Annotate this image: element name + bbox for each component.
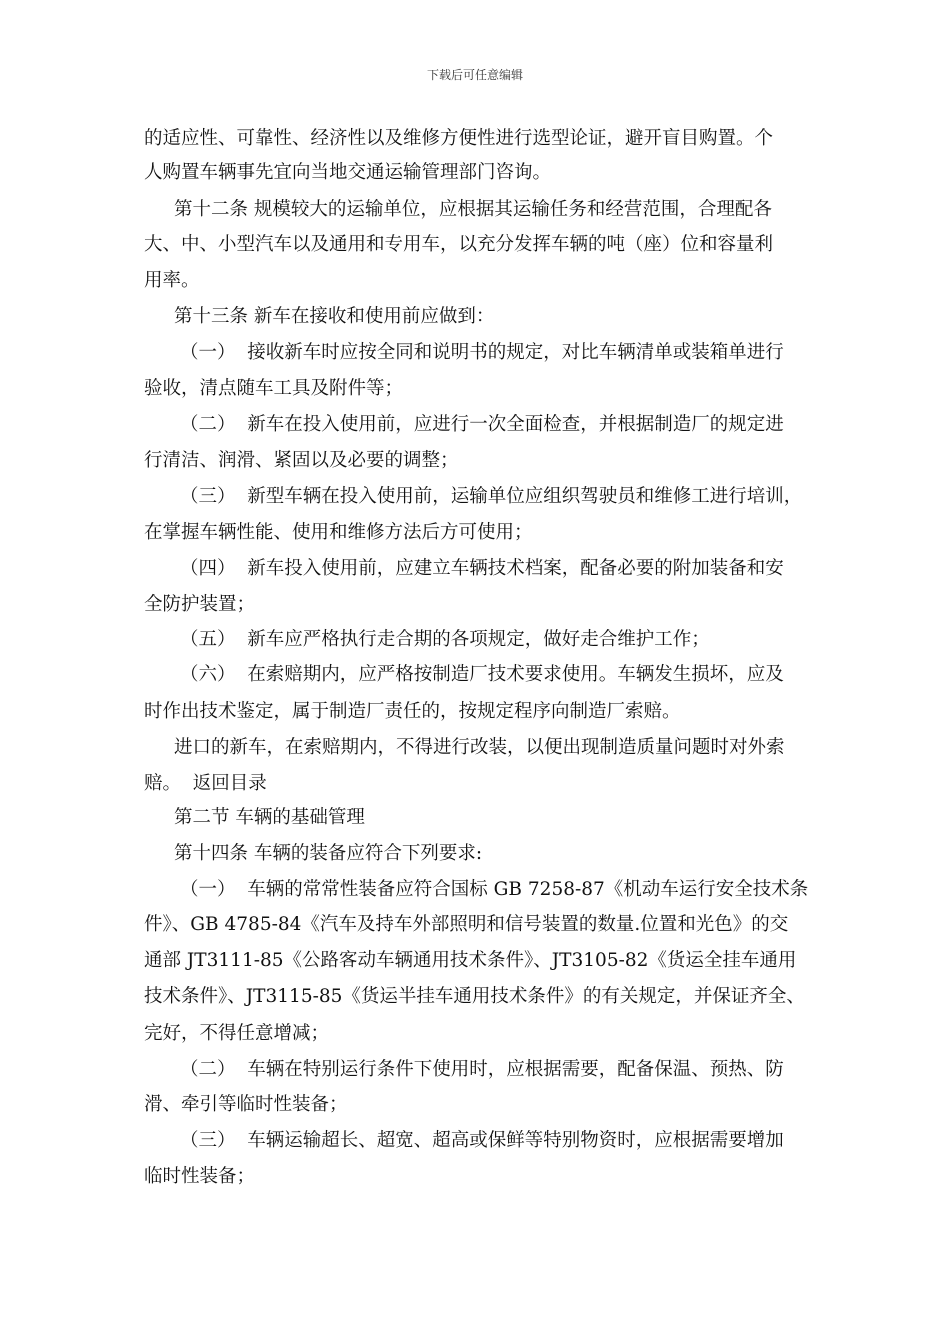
text-line: （三） 新型车辆在投入使用前，运输单位应组织驾驶员和维修工进行培训， [180, 486, 803, 507]
text-line: （六） 在索赔期内，应严格按制造厂技术要求使用。车辆发生损坏，应及 [180, 664, 784, 685]
text-line: （五） 新车应严格执行走合期的各项规定，做好走合维护工作； [180, 629, 710, 650]
text-line: 行清洁、润滑、紧固以及必要的调整； [144, 450, 459, 471]
text-line: 通部 JT3111-85《公路客动车辆通用技术条件》、JT3105-82《货运全挂车通用 [144, 950, 797, 971]
text-line: 时作出技术鉴定，属于制造厂责任的，按规定程序向制造厂索赔。 [144, 701, 681, 722]
text-line: 进口的新车，在索赔期内，不得进行改装，以便出现制造质量问题时对外索 [174, 737, 785, 758]
text-line: 件》、GB 4785-84《汽车及持车外部照明和信号装置的数量.位置和光色》的交 [144, 914, 789, 935]
text-line: （二） 新车在投入使用前，应进行一次全面检查，并根据制造厂的规定进 [180, 414, 784, 435]
text-line: 第十二条 规模较大的运输单位，应根据其运输任务和经营范围，合理配各 [174, 199, 772, 220]
text-line: （四） 新车投入使用前，应建立车辆技术档案，配备必要的附加装备和安 [180, 558, 784, 579]
text-line: 第十四条 车辆的装备应符合下列要求: [174, 843, 483, 864]
text-line: 滑、牵引等临时性装备； [144, 1094, 348, 1115]
text-line: （一） 车辆的常常性装备应符合国标 GB 7258-87《机动车运行安全技术条 [180, 879, 809, 900]
text-line: 用率。 [144, 270, 200, 291]
text-line: （二） 车辆在特别运行条件下使用时，应根据需要，配备保温、预热、防 [180, 1059, 784, 1080]
text-line: 验收，清点随车工具及附件等； [144, 378, 404, 399]
text-line: （一） 接收新车时应按全同和说明书的规定，对比车辆清单或装箱单进行 [180, 342, 784, 363]
text-line: 全防护装置； [144, 594, 256, 615]
text-line: 第十三条 新车在接收和使用前应做到： [174, 306, 495, 327]
page-header: 下载后可任意编辑 [426, 68, 523, 82]
text-line: 技术条件》、JT3115-85《货运半挂车通用技术条件》的有关规定，并保证齐全、 [144, 986, 805, 1007]
text-line: 完好，不得任意增减； [144, 1023, 330, 1044]
text-line: 的适应性、可靠性、经济性以及维修方便性进行选型论证，避开盲目购置。个 [144, 128, 774, 149]
section-heading: 第二节 车辆的基础管理 [174, 807, 365, 828]
text-line: （三） 车辆运输超长、超宽、超高或保鲜等特别物资时，应根据需要增加 [180, 1130, 784, 1151]
text-line: 人购置车辆事先宜向当地交通运输管理部门咨询。 [144, 162, 552, 183]
text-line: 临时性装备； [144, 1166, 256, 1187]
text-line: 赔。 返回目录 [144, 773, 267, 794]
text-line: 在掌握车辆性能、使用和维修方法后方可使用； [144, 522, 533, 543]
text-line: 大、中、小型汽车以及通用和专用车，以充分发挥车辆的吨（座）位和容量利 [144, 234, 774, 255]
